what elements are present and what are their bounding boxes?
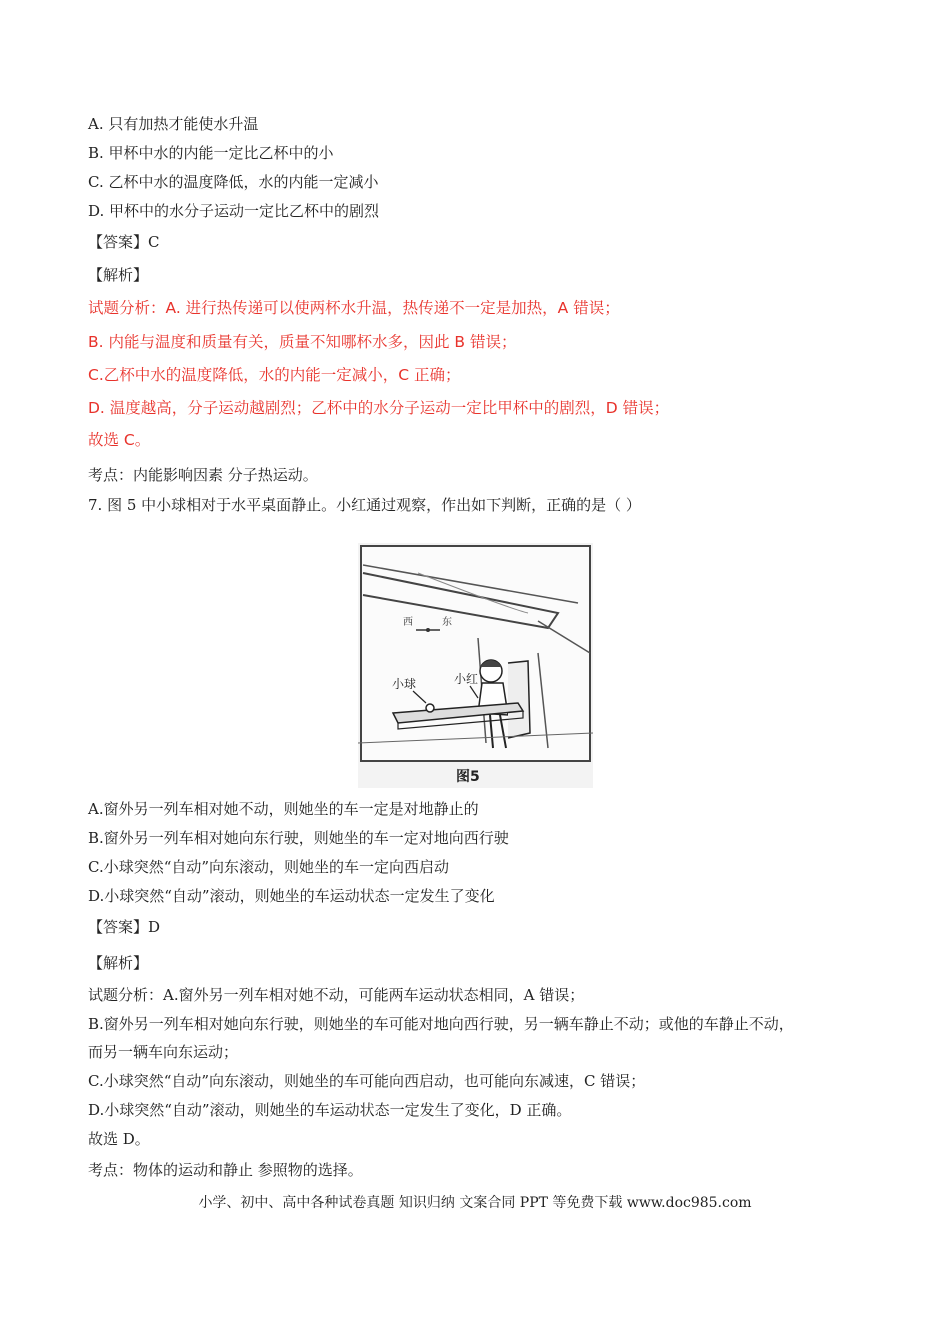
label-west: 西 [403, 617, 413, 628]
q7-analysis-line: 试题分析：A.窗外另一列车相对她不动，可能两车运动状态相同，A 错误； [88, 986, 585, 1004]
q7-kaodian: 考点：物体的运动和静止 参照物的选择。 [88, 1161, 363, 1179]
page-footer: 小学、初中、高中各种试卷真题 知识归纳 文案合同 PPT 等免费下载 www.doc985.com [198, 1195, 752, 1211]
q7-option-a: A.窗外另一列车相对她不动，则她坐的车一定是对地静止的 [88, 800, 479, 818]
q6-analysis-heading: 【解析】 [88, 266, 149, 284]
q7-stem: 7. 图 5 中小球相对于水平桌面静止。小红通过观察，作出如下判断，正确的是（ ） [88, 496, 641, 514]
q6-analysis-line: 试题分析：A. 进行热传递可以使两杯水升温，热传递不一定是加热，A 错误； [88, 299, 620, 317]
q7-analysis-line: D.小球突然“自动”滚动，则她坐的车运动状态一定发生了变化，D 正确。 [88, 1101, 572, 1119]
q7-option-c: C.小球突然“自动”向东滚动，则她坐的车一定向西启动 [88, 858, 450, 876]
figure-5-train-illustration [358, 543, 593, 788]
q6-analysis-line: C.乙杯中水的温度降低，水的内能一定减小，C 正确； [88, 366, 461, 384]
q7-analysis-line: C.小球突然“自动”向东滚动，则她坐的车可能向西启动，也可能向东减速，C 错误； [88, 1072, 646, 1090]
q6-option-a: A. 只有加热才能使水升温 [88, 115, 259, 133]
q6-analysis-line: 故选 C。 [88, 431, 151, 449]
q7-analysis-line: B.窗外另一列车相对她向东行驶，则她坐的车可能对地向西行驶，另一辆车静止不动；或他的车静止不动， [88, 1015, 794, 1033]
q7-option-d: D.小球突然“自动”滚动，则她坐的车运动状态一定发生了变化 [88, 887, 495, 905]
label-girl: 小红 [454, 672, 479, 686]
q7-analysis-heading: 【解析】 [88, 954, 149, 972]
q6-analysis-line: D. 温度越高，分子运动越剧烈；乙杯中的水分子运动一定比甲杯中的剧烈，D 错误； [88, 399, 670, 417]
label-ball: 小球 [392, 677, 417, 691]
q6-analysis-line: B. 内能与温度和质量有关，质量不知哪杯水多，因此 B 错误； [88, 333, 517, 351]
q7-analysis-line: 故选 D。 [88, 1130, 150, 1148]
q7-answer: 【答案】D [88, 918, 161, 936]
figure-caption: 图5 [456, 769, 480, 785]
q7-analysis-line: 而另一辆车向东运动； [88, 1043, 239, 1061]
q7-option-b: B.窗外另一列车相对她向东行驶，则她坐的车一定对地向西行驶 [88, 829, 509, 847]
q6-option-d: D. 甲杯中的水分子运动一定比乙杯中的剧烈 [88, 202, 380, 220]
q6-option-b: B. 甲杯中水的内能一定比乙杯中的小 [88, 144, 334, 162]
ball-shape [426, 704, 434, 712]
q6-kaodian: 考点：内能影响因素 分子热运动。 [88, 466, 318, 484]
q6-answer: 【答案】C [88, 233, 160, 251]
q6-option-c: C. 乙杯中水的温度降低，水的内能一定减小 [88, 173, 379, 191]
label-east: 东 [442, 617, 452, 628]
